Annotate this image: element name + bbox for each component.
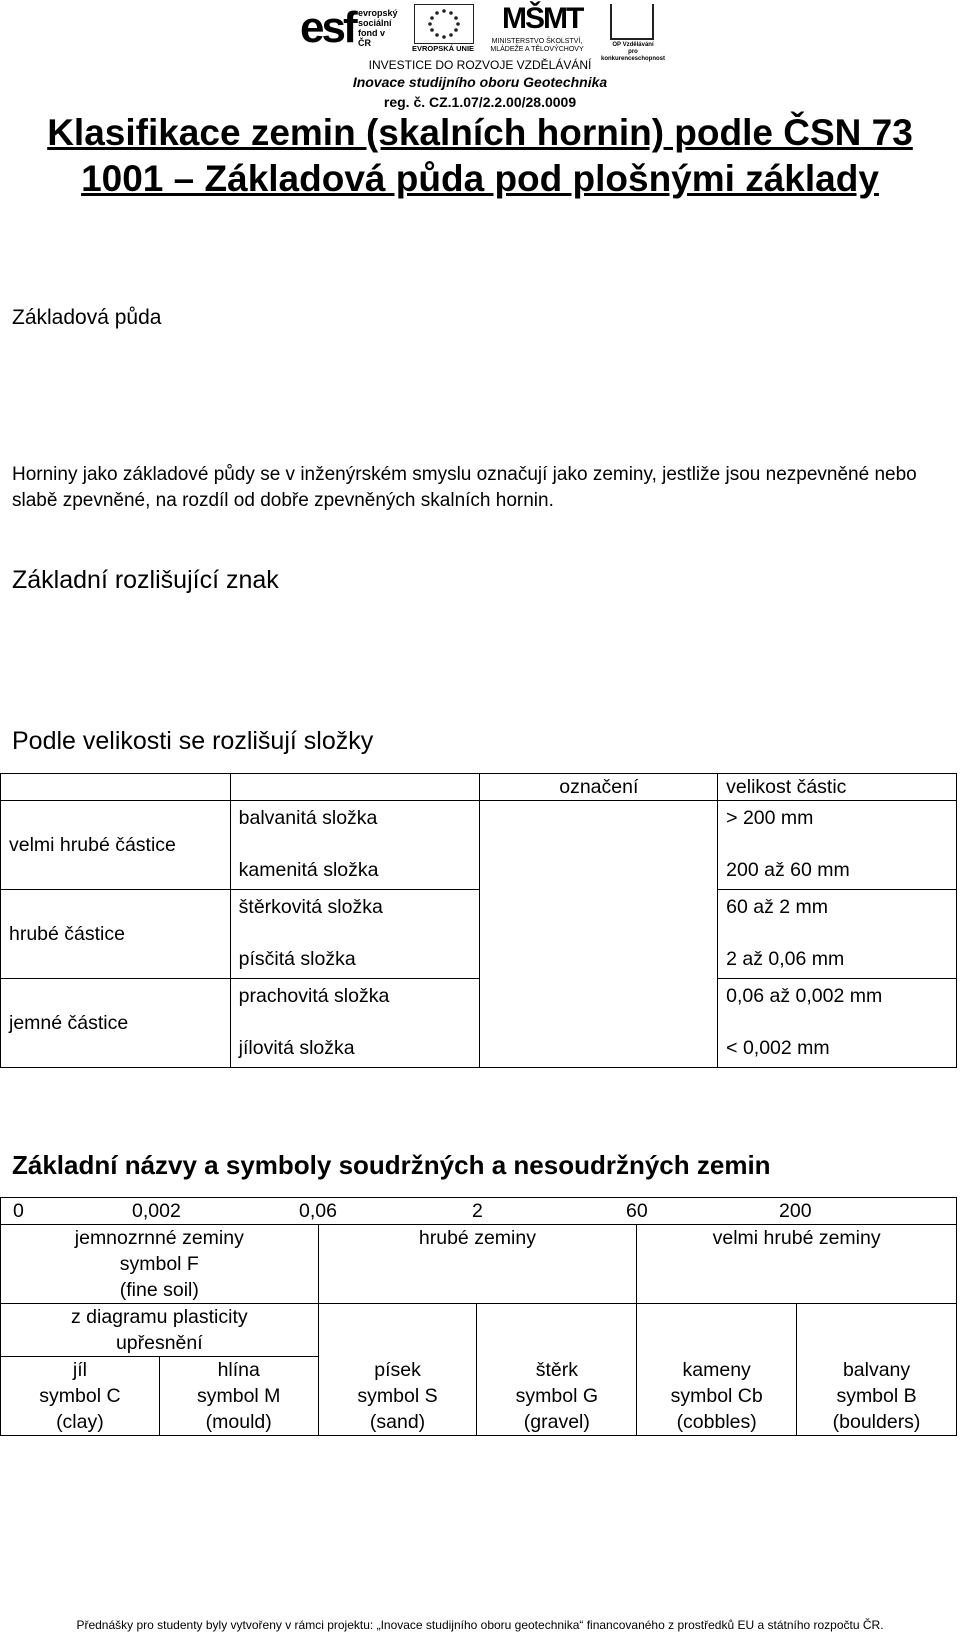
component-name: jílovitá složka (238, 1037, 355, 1059)
component-name: písčitá složka (238, 948, 356, 970)
msmt-mark: MŠMT (502, 2, 583, 35)
component-name: prachovitá složka (238, 985, 390, 1007)
eu-caption: EVROPSKÁ UNIE (411, 44, 475, 53)
size-range: 200 až 60 mm (726, 859, 850, 881)
soil-cell: kameny symbol Cb (cobbles) (637, 1304, 797, 1436)
plasticity-cell: z diagramu plasticity upřesnění (1, 1304, 319, 1357)
esf-logo (300, 2, 400, 58)
table-row (1, 801, 957, 890)
oznaceni-cell (480, 801, 718, 1068)
scale-tick: 0,06 (299, 1200, 337, 1222)
soil-cell: jíl symbol C (clay) (1, 1357, 160, 1436)
op-caption: OP Vzdělávání pro konkurenceschopnost (600, 42, 665, 62)
soil-symbols-table (0, 1197, 957, 1436)
heading-nazvy-symboly: Základní názvy a symboly soudržných a nesoudržných zemin (12, 1150, 771, 1180)
heading-podle-velikosti: Podle velikosti se rozlišují složky (12, 727, 374, 755)
scale-row (1, 1198, 957, 1225)
component-name: štěrkovitá složka (238, 896, 383, 918)
heading-zakladova-puda: Základová půda (12, 306, 162, 329)
msmt-caption: MINISTERSTVO ŠKOLSTVÍ, MLÁDEŽE A TĚLOVÝCHOVY (490, 38, 584, 53)
group-label: hrubé částice (1, 890, 231, 979)
page-footer: Přednášky pro studenty byly vytvořeny v rámci projektu: „Inovace studijního oboru geotechnika“ financovaného z prostředků EU a státního rozpočtu ČR. (76, 1618, 884, 1632)
component-name: kamenitá složka (238, 859, 379, 881)
msmt-logo (482, 2, 592, 58)
component-name: balvanitá složka (238, 807, 378, 829)
intro-paragraph: Horniny jako základové půdy se v inženýrském smyslu označují jako zeminy, jestliže jsou nezpevněné nebo slabě zpevněné, na rozdíl od dobře zpevněných skalních hornin. (12, 464, 917, 511)
scale-tick: 0,002 (132, 1200, 181, 1222)
hrube-cell: hrubé zeminy (318, 1225, 637, 1304)
category-row (1, 1225, 957, 1304)
eu-logo (408, 2, 478, 58)
esf-mark: esf (300, 3, 355, 52)
header-velikost: velikost částic (718, 774, 957, 801)
table-row (1, 890, 957, 979)
soil-cell: hlína symbol M (mould) (159, 1357, 318, 1436)
page-title: Klasifikace zemin (skalních hornin) podle ČSN 73 1001 – Základová půda pod plošnými základy (47, 112, 913, 199)
header-oznaceni: označení (480, 774, 718, 801)
size-range: 2 až 0,06 mm (726, 948, 845, 970)
table-row (1, 979, 957, 1068)
eu-stars-icon (414, 4, 474, 44)
group-label: jemné částice (1, 979, 231, 1068)
soil-cell: balvany symbol B (boulders) (797, 1304, 957, 1436)
op-frame-icon (610, 4, 654, 40)
plasticity-row (1, 1304, 957, 1357)
grain-size-table (0, 773, 957, 1068)
group-label: velmi hrubé částice (1, 801, 231, 890)
scale-tick: 200 (779, 1200, 812, 1222)
heading-rozlisujici-znak: Základní rozlišující znak (12, 566, 279, 594)
soil-cell: písek symbol S (sand) (318, 1304, 477, 1436)
header-logos (300, 2, 665, 62)
table-header-row (1, 774, 957, 801)
scale-tick: 2 (472, 1200, 483, 1222)
velmi-hrube-cell: velmi hrubé zeminy (637, 1225, 957, 1304)
size-range: > 200 mm (726, 807, 814, 829)
investice-line: INVESTICE DO ROZVOJE VZDĚLÁVÁNÍ (368, 58, 592, 72)
size-range: 0,06 až 0,002 mm (726, 985, 883, 1007)
size-scale (1, 1198, 956, 1224)
project-name: Inovace studijního oboru Geotechnika (352, 74, 608, 90)
soil-cell: štěrk symbol G (gravel) (477, 1304, 637, 1436)
scale-tick: 60 (626, 1200, 648, 1222)
esf-caption: evropský sociální fond v ČR (358, 8, 398, 48)
op-logo (598, 2, 668, 62)
size-range: < 0,002 mm (726, 1037, 830, 1059)
size-range: 60 až 2 mm (726, 896, 829, 918)
registration-number: reg. č. CZ.1.07/2.2.00/28.0009 (383, 94, 577, 110)
jemnozrnne-cell: jemnozrnné zeminy symbol F (fine soil) (1, 1225, 319, 1304)
scale-tick: 0 (13, 1200, 24, 1222)
